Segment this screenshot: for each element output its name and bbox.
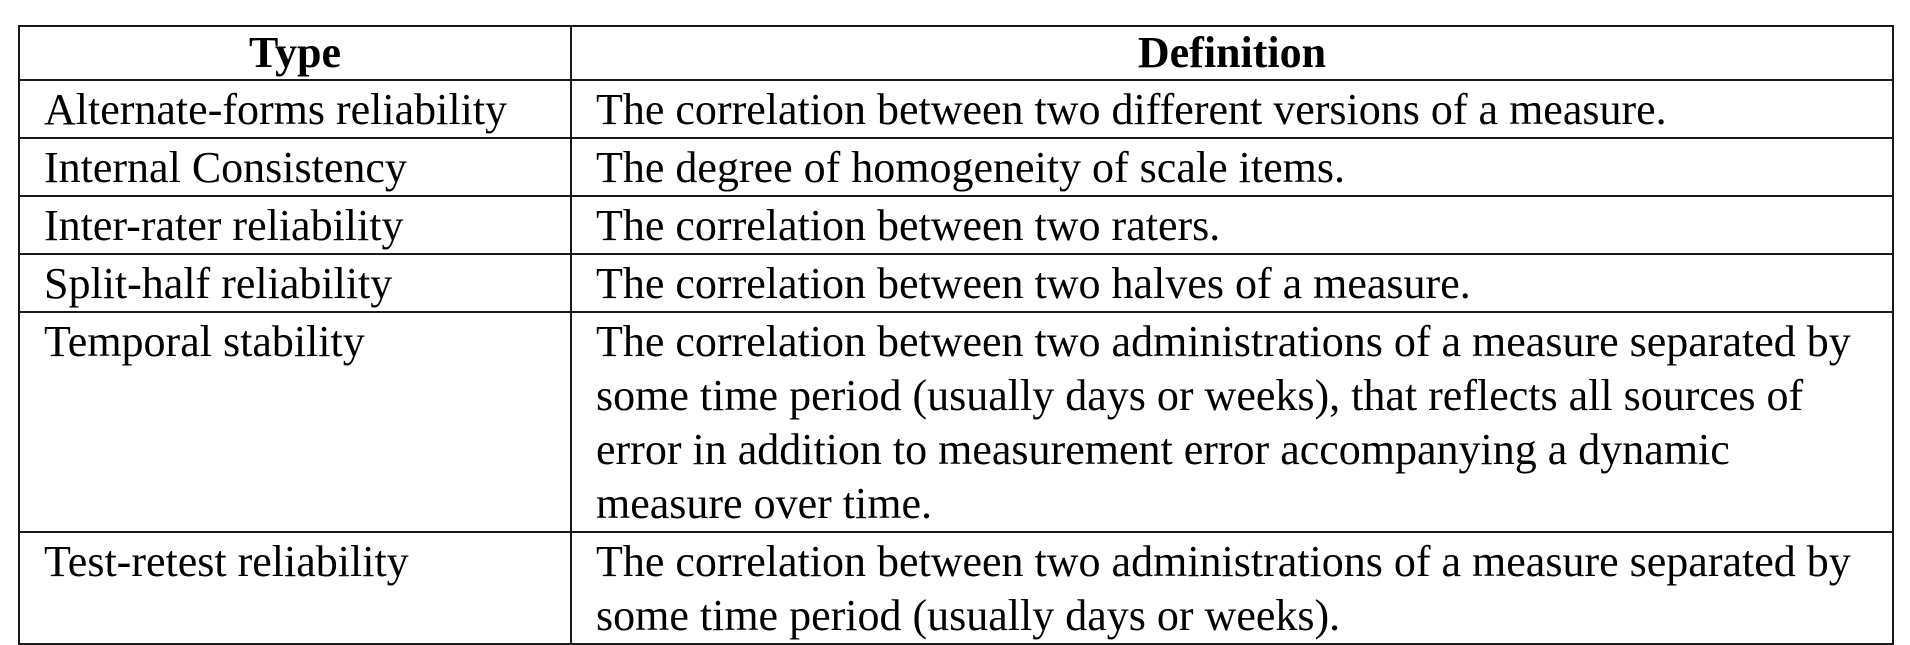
cell-type: Internal Consistency	[19, 138, 571, 196]
cell-type: Test-retest reliability	[19, 532, 571, 644]
cell-definition: The correlation between two administrations of a measure separated by some time period (usually days or weeks), that reflects all sources of error in addition to measurement error accompanying a dynamic measure over time.	[571, 312, 1893, 532]
table-row	[19, 138, 1893, 196]
cell-definition: The correlation between two halves of a measure.	[571, 254, 1893, 312]
table-row	[19, 254, 1893, 312]
cell-definition: The correlation between two administrations of a measure separated by some time period (usually days or weeks).	[571, 532, 1893, 644]
cell-type: Inter-rater reliability	[19, 196, 571, 254]
reliability-table-container	[18, 25, 1892, 645]
reliability-types-table	[18, 25, 1894, 645]
table-row	[19, 312, 1893, 532]
table-row	[19, 80, 1893, 138]
cell-type: Split-half reliability	[19, 254, 571, 312]
column-header-type: Type	[19, 26, 571, 80]
cell-definition: The correlation between two different versions of a measure.	[571, 80, 1893, 138]
table-row	[19, 196, 1893, 254]
table-header-row	[19, 26, 1893, 80]
table-row	[19, 532, 1893, 644]
cell-type: Temporal stability	[19, 312, 571, 532]
column-header-definition: Definition	[571, 26, 1893, 80]
cell-type: Alternate-forms reliability	[19, 80, 571, 138]
cell-definition: The correlation between two raters.	[571, 196, 1893, 254]
cell-definition: The degree of homogeneity of scale items.	[571, 138, 1893, 196]
